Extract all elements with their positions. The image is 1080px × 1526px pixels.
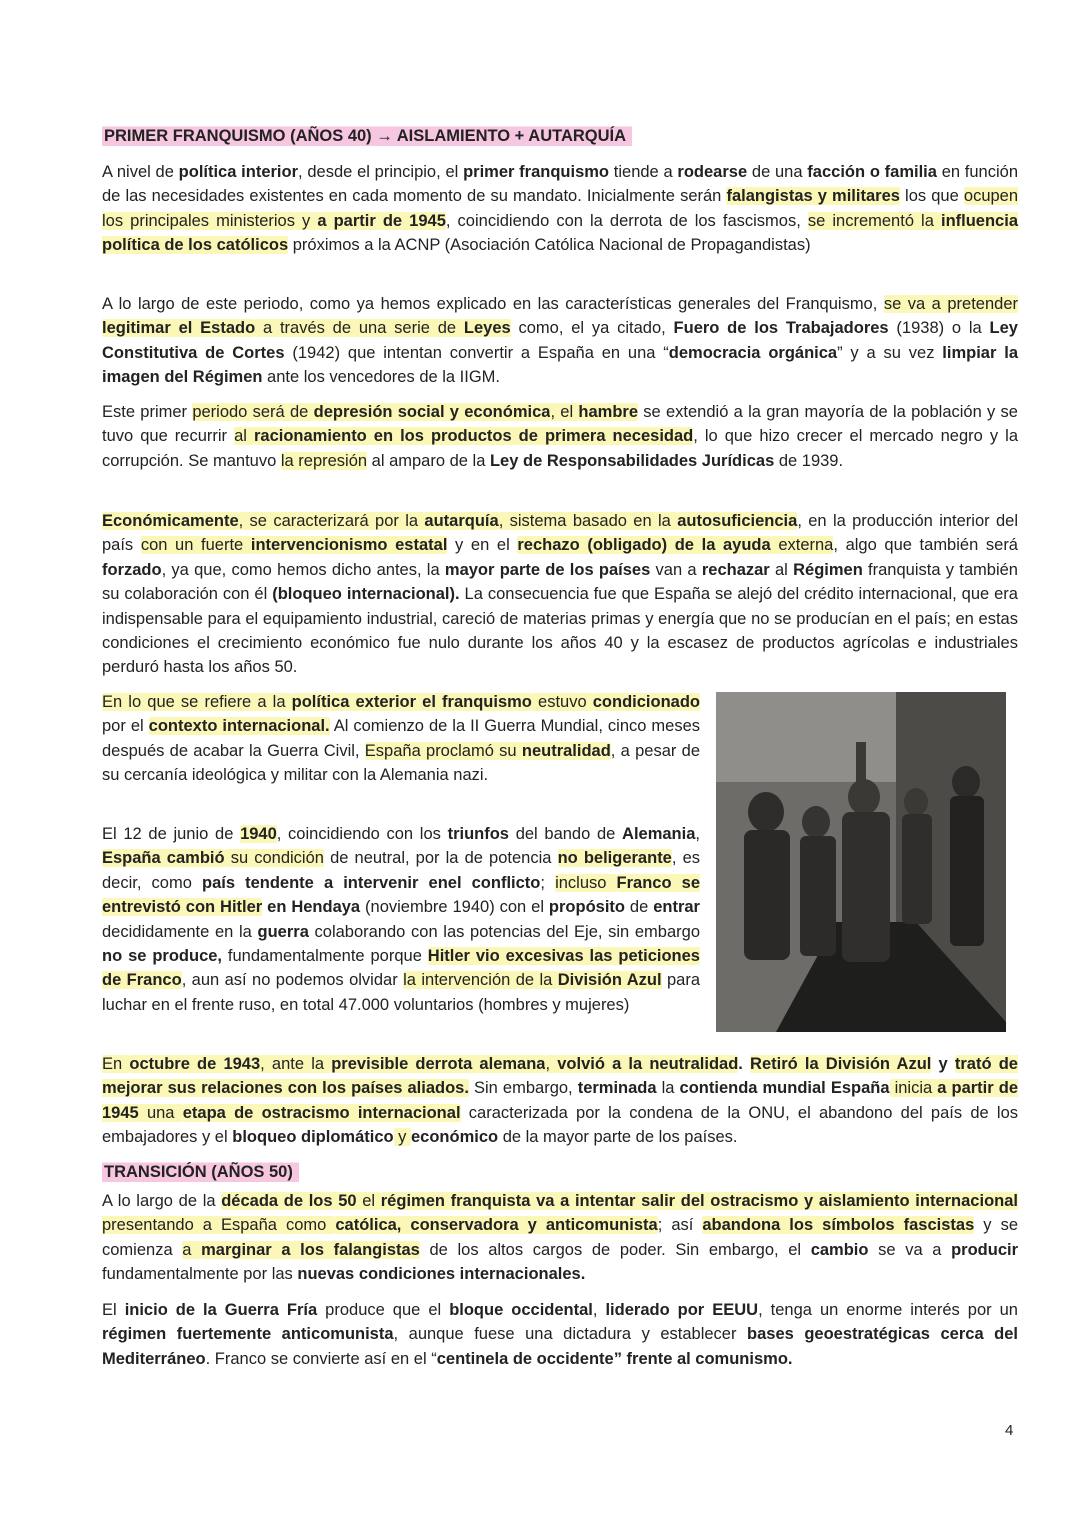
text-run: no beligerante xyxy=(557,849,672,868)
text-run: Sin embargo, xyxy=(468,1079,578,1098)
text-run: caracterizada por la condena de la ONU, el abandono del país de los embajadores y el xyxy=(102,1103,1018,1147)
text-run: . xyxy=(738,1055,751,1073)
text-run: rodearse xyxy=(677,163,748,181)
text-run: volvió a la neutralidad xyxy=(557,1055,739,1073)
text-run: Ley de Responsabilidades Jurídicas xyxy=(489,451,775,470)
text-run: política interior xyxy=(178,163,299,181)
text-run: , xyxy=(592,1301,606,1319)
text-run: La consecuencia fue que España se alejó del crédito internacional, que era indispensable para el equipamiento industrial, careció de materias primas y energía que no se producían en el país; en estas condiciones el crecimiento económico fue nulo durante los años 40 y la escasez de productos agrícolas e industriales perduró hasta los años 50. xyxy=(102,585,1018,677)
text-run: España proclamó su xyxy=(364,741,522,760)
text-run: Ley Constitutiva de Cortes xyxy=(102,319,1018,362)
text-run: una xyxy=(138,1103,183,1122)
text-run: no se produce, xyxy=(102,947,223,966)
text-run: Alemania xyxy=(622,825,696,843)
text-run: inicio de la Guerra Fría xyxy=(124,1301,318,1319)
text-run: , ya que, como hemos dicho antes, la xyxy=(161,560,445,579)
text-run: fundamentalmente por las xyxy=(102,1265,298,1284)
text-run: colaborando con las potencias del Eje, sin embargo xyxy=(308,922,700,941)
text-run: ; xyxy=(540,873,556,892)
text-run: de 1939. xyxy=(774,451,844,470)
section-heading-primer-franquismo: PRIMER FRANQUISMO (AÑOS 40) → AISLAMIENTO + AUTARQUÍA xyxy=(102,124,632,148)
text-run: autosuficiencia xyxy=(677,512,798,530)
text-run: nuevas condiciones internacionales. xyxy=(297,1265,586,1284)
text-run: neutralidad xyxy=(521,741,611,760)
text-run: A nivel de xyxy=(102,163,179,181)
text-run: económico xyxy=(411,1128,499,1147)
text-run: de xyxy=(624,898,654,917)
text-run: a partir de 1945 xyxy=(102,1079,1018,1122)
text-run: y xyxy=(393,1128,411,1147)
text-run: A lo largo de la xyxy=(102,1192,222,1210)
text-run: cambio xyxy=(810,1240,869,1259)
text-run: incluso xyxy=(555,873,617,892)
text-run: , xyxy=(695,825,700,843)
paragraph-guerra-fria xyxy=(102,1298,1018,1371)
text-run: mayor parte de los países xyxy=(444,560,651,579)
text-run: Régimen xyxy=(793,560,863,579)
paragraph-depresion xyxy=(102,400,1018,473)
text-run: estuvo xyxy=(531,693,593,711)
text-run: para luchar en el frente ruso, en total 47.000 voluntarios (hombres y mujeres) xyxy=(102,971,701,1014)
text-run: En lo que se refiere a la xyxy=(102,693,292,711)
text-run: (noviembre 1940) con el xyxy=(360,898,549,917)
text-run: inicia xyxy=(889,1079,938,1098)
text-run: a xyxy=(182,1240,202,1259)
text-run: bloque occidental xyxy=(449,1301,593,1319)
text-run: el xyxy=(356,1192,381,1210)
text-run: y xyxy=(931,1055,955,1073)
text-run: produce que el xyxy=(317,1301,450,1319)
text-run: , se caracterizará por la xyxy=(238,512,425,530)
text-run: , tenga un enorme interés por un xyxy=(758,1301,1018,1319)
text-run: 1940 xyxy=(240,825,277,843)
text-run: y se comienza xyxy=(102,1216,1018,1259)
text-run: rechazar xyxy=(701,560,770,579)
paragraph-legitimacion xyxy=(102,292,1018,390)
text-run: bloqueo diplomático xyxy=(232,1128,394,1147)
text-run: país tendente a intervenir enel conflicto xyxy=(201,873,541,892)
text-run: se incrementó la xyxy=(807,211,941,230)
text-run: , aun así no podemos olvidar xyxy=(181,971,404,990)
text-run: bases geoestratégicas cerca del Mediterráneo xyxy=(102,1325,1018,1368)
text-run: hambre xyxy=(578,403,639,421)
text-run: la xyxy=(656,1079,680,1098)
text-run: decididamente en la xyxy=(102,922,258,941)
text-run: (bloqueo internacional). xyxy=(272,585,460,604)
text-run: en función de las necesidades existentes en cada momento de su mandato. Inicialmente serán xyxy=(102,163,1019,206)
text-run: , coincidiendo con la derrota de los fascismos, xyxy=(445,211,808,230)
text-run: ; así xyxy=(657,1216,703,1235)
text-run: Hitler vio excesivas las peticiones de Franco xyxy=(102,947,700,990)
text-run: Este primer xyxy=(102,403,193,421)
page-number: 4 xyxy=(1005,1422,1014,1439)
text-run: ocupen los principales ministerios xyxy=(102,187,1019,230)
text-run: próximos a la ACNP (Asociación Católica Nacional de Propagandistas) xyxy=(288,236,811,255)
text-run: presentando a España como xyxy=(102,1216,336,1235)
text-run: depresión social y económica xyxy=(313,403,551,421)
text-run: democracia orgánica xyxy=(668,343,838,362)
text-run: , en la producción interior del país xyxy=(102,512,1018,555)
text-run: periodo será de xyxy=(192,403,314,421)
text-run: trató de mejorar sus relaciones con los países aliados. xyxy=(102,1055,1018,1098)
text-run: liderado por EEUU xyxy=(605,1301,759,1319)
text-run: al xyxy=(234,427,254,446)
text-run: y en el xyxy=(447,536,518,555)
text-run: católica, conservadora y anticomunista xyxy=(335,1216,658,1235)
paragraph-politica-interior xyxy=(102,160,1018,258)
text-run: falangistas y militares xyxy=(726,187,900,206)
text-run: se extendió a la gran mayoría de la población y se tuvo que recurrir xyxy=(102,403,1018,446)
text-run: , aunque fuese una dictadura y establecer xyxy=(393,1325,748,1344)
text-run: producir xyxy=(951,1240,1018,1259)
text-run: fundamentalmente porque xyxy=(222,947,428,966)
paragraph-neutralidad-1943 xyxy=(102,1052,1018,1150)
text-run: política exterior el franquismo xyxy=(291,693,532,711)
text-run: Retiró la División Azul xyxy=(750,1055,932,1073)
text-run: , algo que también será xyxy=(833,536,1018,555)
text-run: , a pesar de su cercanía ideológica y militar con la Alemania nazi. xyxy=(102,741,701,785)
text-run: terminada xyxy=(577,1079,657,1098)
text-run: abandona los símbolos fascistas xyxy=(702,1216,975,1235)
text-run: propósito xyxy=(548,898,625,917)
text-run: ” y a su vez xyxy=(837,343,943,362)
text-run: régimen fuertemente anticomunista xyxy=(102,1325,394,1344)
text-run: de los altos cargos de poder. Sin embargo, el xyxy=(419,1240,811,1259)
text-run: , lo que hizo crecer el mercado negro y la corrupción. Se mantuvo xyxy=(102,427,1019,470)
text-run: década de los 50 xyxy=(221,1192,357,1210)
text-run: los que xyxy=(899,187,964,206)
text-run: la represión xyxy=(280,451,368,470)
text-run: , coincidiendo con los xyxy=(276,825,448,843)
text-run: se va a pretender xyxy=(883,295,1018,313)
text-run: al amparo de la xyxy=(367,451,490,470)
photo-illustration xyxy=(716,692,1006,1032)
text-run: entrar xyxy=(653,898,700,917)
text-run: El xyxy=(102,1301,125,1319)
text-run: (1942) que intentan convertir a España en una “ xyxy=(284,343,669,362)
text-run: Al comienzo de la II Guerra Mundial, cinco meses después de acabar la Guerra Civil, xyxy=(102,717,700,760)
text-run: régimen franquista va a intentar salir del ostracismo y aislamiento internacional xyxy=(380,1192,1018,1210)
text-run: tiende a xyxy=(609,163,678,181)
text-run: En xyxy=(102,1055,130,1073)
text-run: racionamiento en los productos de primera necesidad xyxy=(253,427,694,446)
text-run: influencia política de los católicos xyxy=(102,211,1018,255)
paragraph-decada-50 xyxy=(102,1189,1018,1287)
text-run: centinela de occidente” frente al comunismo. xyxy=(436,1349,793,1368)
paragraph-politica-exterior xyxy=(102,690,700,788)
text-run: Franco se entrevistó con Hitler xyxy=(102,873,700,917)
text-run: marginar a los falangistas xyxy=(201,1240,420,1259)
section-heading-transicion: TRANSICIÓN (AÑOS 50) xyxy=(102,1160,299,1184)
text-run: rechazo (obligado) de la ayuda xyxy=(517,536,771,555)
text-run: previsible derrota alemana xyxy=(331,1055,546,1073)
paragraph-no-beligerancia xyxy=(102,822,700,1017)
text-run: de una xyxy=(747,163,808,181)
text-run: su condición xyxy=(224,849,324,868)
text-run: , es decir, como xyxy=(102,849,700,892)
text-run: a través de una serie de xyxy=(255,319,464,338)
text-run: contienda mundial España xyxy=(679,1079,890,1098)
text-run: a partir de 1945 xyxy=(317,211,446,230)
text-run: autarquía xyxy=(424,512,499,530)
text-run: limpiar la imagen del Régimen xyxy=(102,343,1018,387)
text-run: ante los vencedores de la IIGM. xyxy=(262,368,501,387)
text-run: División Azul xyxy=(557,971,662,990)
text-run: van a xyxy=(650,560,702,579)
text-run: legitimar el Estado xyxy=(102,319,256,338)
text-run: del bando de xyxy=(509,825,623,843)
text-run: , el xyxy=(550,403,579,421)
text-run: octubre de 1943 xyxy=(129,1055,261,1073)
text-run: , ante la xyxy=(260,1055,332,1073)
text-run: (1938) o la xyxy=(888,319,990,338)
text-run: Económicamente xyxy=(102,512,239,530)
text-run: se va a xyxy=(868,1240,952,1259)
text-run: al xyxy=(769,560,794,579)
text-run: de la mayor parte de los países. xyxy=(498,1128,738,1147)
text-run: , sistema basado en la xyxy=(498,512,678,530)
text-run: franquista y también su colaboración con él xyxy=(102,560,1018,604)
text-run: de neutral, por la de potencia xyxy=(323,849,558,868)
text-run: forzado xyxy=(102,560,162,579)
text-run: y xyxy=(294,211,318,230)
text-run: la intervención de la xyxy=(403,971,558,990)
text-run: con un fuerte xyxy=(140,536,251,555)
text-run: etapa de ostracismo internacional xyxy=(182,1103,461,1122)
text-run: en Hendaya xyxy=(262,898,361,917)
text-run: Fuero de los Trabajadores xyxy=(673,319,889,338)
text-run: externa xyxy=(770,536,834,555)
historical-photo xyxy=(716,692,1006,1032)
text-run: , desde el principio, el xyxy=(298,163,464,181)
text-run: A lo largo de este periodo, como ya hemos explicado en las características generales del Franquismo, xyxy=(102,295,884,313)
text-run: como, el ya citado, xyxy=(510,319,674,338)
paragraph-economia xyxy=(102,509,1018,680)
text-run: El 12 de junio de xyxy=(102,825,241,843)
text-run: , xyxy=(545,1055,558,1073)
text-run: condicionado xyxy=(592,693,700,711)
text-run: Leyes xyxy=(463,319,511,338)
text-run: . Franco se convierte así en el “ xyxy=(205,1349,437,1368)
text-run: facción o familia xyxy=(807,163,937,181)
text-run: España cambió xyxy=(102,849,225,868)
text-run: intervencionismo estatal xyxy=(250,536,448,555)
text-run: triunfos xyxy=(447,825,509,843)
text-run: primer franquismo xyxy=(463,163,610,181)
text-run: contexto internacional. xyxy=(148,717,330,736)
text-run: por el xyxy=(102,717,149,736)
text-run: guerra xyxy=(257,922,309,941)
